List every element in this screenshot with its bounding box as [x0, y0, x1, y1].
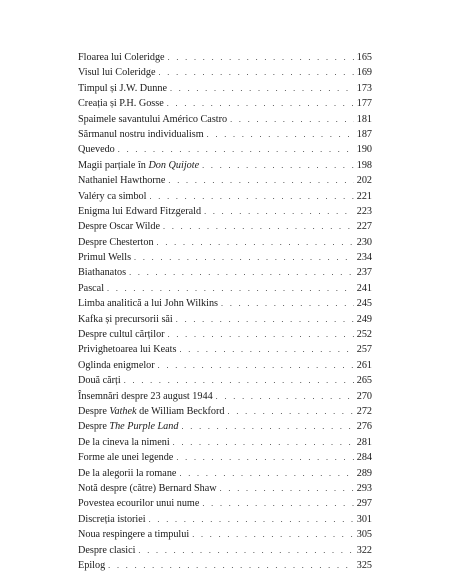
toc-entry — [78, 250, 372, 265]
toc-entry-page-number: 223 — [356, 205, 372, 217]
toc-entry-title: Visul lui Coleridge — [78, 67, 156, 79]
toc-entry — [78, 558, 372, 573]
dot-leader — [181, 419, 353, 434]
toc-entry-page-number: 272 — [356, 405, 372, 417]
toc-entry-page-number: 325 — [356, 559, 372, 571]
dot-leader — [157, 235, 354, 250]
toc-entry-title: Nathaniel Hawthorne — [78, 175, 166, 187]
toc-entry-title: Despre Oscar Wilde — [78, 221, 161, 233]
dot-leader — [192, 527, 354, 542]
toc-entry-page-number: 276 — [356, 421, 372, 433]
toc-entry-page-number: 221 — [356, 190, 372, 202]
toc-entry-page-number: 187 — [356, 128, 372, 140]
toc-entry — [78, 327, 372, 342]
dot-leader — [118, 142, 354, 157]
toc-entry-page-number: 265 — [356, 375, 372, 387]
toc-entry-page-number: 169 — [356, 67, 372, 79]
toc-entry-title: Despre Vathek de William Beckford — [78, 405, 225, 417]
toc-entry — [78, 219, 372, 234]
dot-leader — [124, 373, 354, 388]
toc-entry-page-number: 181 — [356, 113, 372, 125]
dot-leader — [163, 219, 354, 234]
toc-entry-page-number: 270 — [356, 390, 372, 402]
dot-leader — [230, 112, 354, 127]
toc-entry-title: Timpul și J.W. Dunne — [78, 82, 167, 94]
toc-entry — [78, 312, 372, 327]
toc-entry-title: Floarea lui Coleridge — [78, 52, 165, 63]
toc-entry-page-number: 322 — [356, 544, 372, 556]
toc-entry-title: De la cineva la nimeni — [78, 436, 170, 448]
toc-entry — [78, 189, 372, 204]
toc-entry-title: Forme ale unei legende — [78, 452, 174, 464]
toc-entry-title: Noua respingere a timpului — [78, 529, 190, 541]
toc-entry-title: Spaimele savantului Américo Castro — [78, 113, 228, 125]
dot-leader — [138, 543, 353, 558]
toc-entry — [78, 527, 372, 542]
dot-leader — [107, 281, 354, 296]
dot-leader — [168, 327, 354, 342]
toc-entry — [78, 404, 372, 419]
toc-entry-title: Creația și P.H. Gosse — [78, 98, 164, 110]
toc-entry — [78, 496, 372, 511]
dot-leader — [204, 204, 354, 219]
toc-entry-title: Enigma lui Edward Fitzgerald — [78, 205, 202, 217]
toc-entry-title: De la alegorii la romane — [78, 467, 177, 479]
toc-entry-title: Oglinda enigmelor — [78, 359, 155, 371]
toc-entry-title: Kafka și precursorii săi — [78, 313, 173, 325]
dot-leader — [134, 250, 354, 265]
toc-entry — [78, 342, 372, 357]
toc-entry-title: Discreția istoriei — [78, 513, 146, 525]
dot-leader — [170, 81, 354, 96]
toc-entry — [78, 204, 372, 219]
toc-entry-page-number: 165 — [356, 52, 372, 63]
toc-entry-page-number: 202 — [356, 175, 372, 187]
dot-leader — [221, 296, 354, 311]
toc-entry-page-number: 281 — [356, 436, 372, 448]
toc-entry — [78, 81, 372, 96]
toc-entry-title: Însemnări despre 23 august 1944 — [78, 390, 213, 402]
toc-entry-page-number: 237 — [356, 267, 372, 279]
toc-entry — [78, 512, 372, 527]
toc-entry — [78, 281, 372, 296]
toc-entry-page-number: 261 — [356, 359, 372, 371]
toc-entry-title: Despre The Purple Land — [78, 421, 179, 433]
toc-entry-page-number: 198 — [356, 159, 372, 171]
toc-entry-page-number: 173 — [356, 82, 372, 94]
toc-entry — [78, 450, 372, 465]
toc-entry-page-number: 289 — [356, 467, 372, 479]
toc-entry-title: Privighetoarea lui Keats — [78, 344, 177, 356]
toc-entry — [78, 296, 372, 311]
toc-entry-title: Magii parțiale în Don Quijote — [78, 159, 200, 171]
dot-leader — [179, 342, 353, 357]
toc-entry — [78, 419, 372, 434]
dot-leader — [108, 558, 354, 573]
dot-leader — [149, 189, 353, 204]
toc-entry — [78, 358, 372, 373]
toc-entry — [78, 173, 372, 188]
toc-entry — [78, 65, 372, 80]
toc-entry — [78, 265, 372, 280]
toc-entry — [78, 466, 372, 481]
dot-leader — [220, 481, 354, 496]
dot-leader — [149, 512, 354, 527]
table-of-contents — [78, 50, 372, 573]
toc-entry-page-number: 234 — [356, 252, 372, 264]
toc-entry-page-number: 249 — [356, 313, 372, 325]
toc-entry — [78, 96, 372, 111]
toc-entry — [78, 112, 372, 127]
toc-entry-title: Notă despre (către) Bernard Shaw — [78, 482, 217, 494]
dot-leader — [159, 65, 354, 80]
toc-entry-page-number: 297 — [356, 498, 372, 510]
dot-leader — [168, 50, 354, 65]
toc-entry-page-number: 227 — [356, 221, 372, 233]
dot-leader — [167, 96, 354, 111]
toc-entry-page-number: 177 — [356, 98, 372, 110]
toc-entry-title: Pascal — [78, 282, 105, 294]
toc-entry-page-number: 190 — [356, 144, 372, 156]
toc-entry-page-number: 245 — [356, 298, 372, 310]
toc-entry-page-number: 230 — [356, 236, 372, 248]
dot-leader — [207, 127, 354, 142]
toc-entry-page-number: 293 — [356, 482, 372, 494]
toc-entry-page-number: 305 — [356, 529, 372, 541]
toc-entry — [78, 373, 372, 388]
dot-leader — [129, 265, 354, 280]
toc-entry-title: Despre Chesterton — [78, 236, 154, 248]
toc-entry-page-number: 252 — [356, 329, 372, 341]
toc-entry — [78, 389, 372, 404]
toc-entry-title: Limba analitică a lui John Wilkins — [78, 298, 219, 310]
toc-entry-page-number: 284 — [356, 452, 372, 464]
toc-entry — [78, 235, 372, 250]
dot-leader — [176, 312, 354, 327]
toc-entry — [78, 142, 372, 157]
dot-leader — [173, 435, 354, 450]
toc-entry-title: Valéry ca simbol — [78, 190, 147, 202]
toc-entry-title: Despre clasici — [78, 544, 136, 556]
toc-entry-title: Primul Wells — [78, 252, 132, 264]
toc-entry — [78, 543, 372, 558]
toc-entry — [78, 50, 372, 65]
toc-entry — [78, 435, 372, 450]
dot-leader — [216, 389, 354, 404]
toc-entry — [78, 481, 372, 496]
dot-leader — [202, 158, 354, 173]
toc-entry-title: Biathanatos — [78, 267, 127, 279]
toc-entry-title: Două cărți — [78, 375, 121, 387]
toc-entry-title: Sărmanul nostru individualism — [78, 128, 204, 140]
toc-entry — [78, 158, 372, 173]
dot-leader — [228, 404, 354, 419]
dot-leader — [168, 173, 353, 188]
toc-entry-page-number: 301 — [356, 513, 372, 525]
toc-entry-title: Epilog — [78, 559, 106, 571]
toc-entry — [78, 127, 372, 142]
toc-entry-title: Despre cultul cărților — [78, 329, 165, 341]
toc-entry-page-number: 257 — [356, 344, 372, 356]
toc-entry-page-number: 241 — [356, 282, 372, 294]
toc-entry-title: Quevedo — [78, 144, 115, 156]
toc-entry-title: Povestea ecourilor unui nume — [78, 498, 200, 510]
dot-leader — [179, 466, 353, 481]
dot-leader — [158, 358, 354, 373]
dot-leader — [176, 450, 353, 465]
dot-leader — [202, 496, 353, 511]
